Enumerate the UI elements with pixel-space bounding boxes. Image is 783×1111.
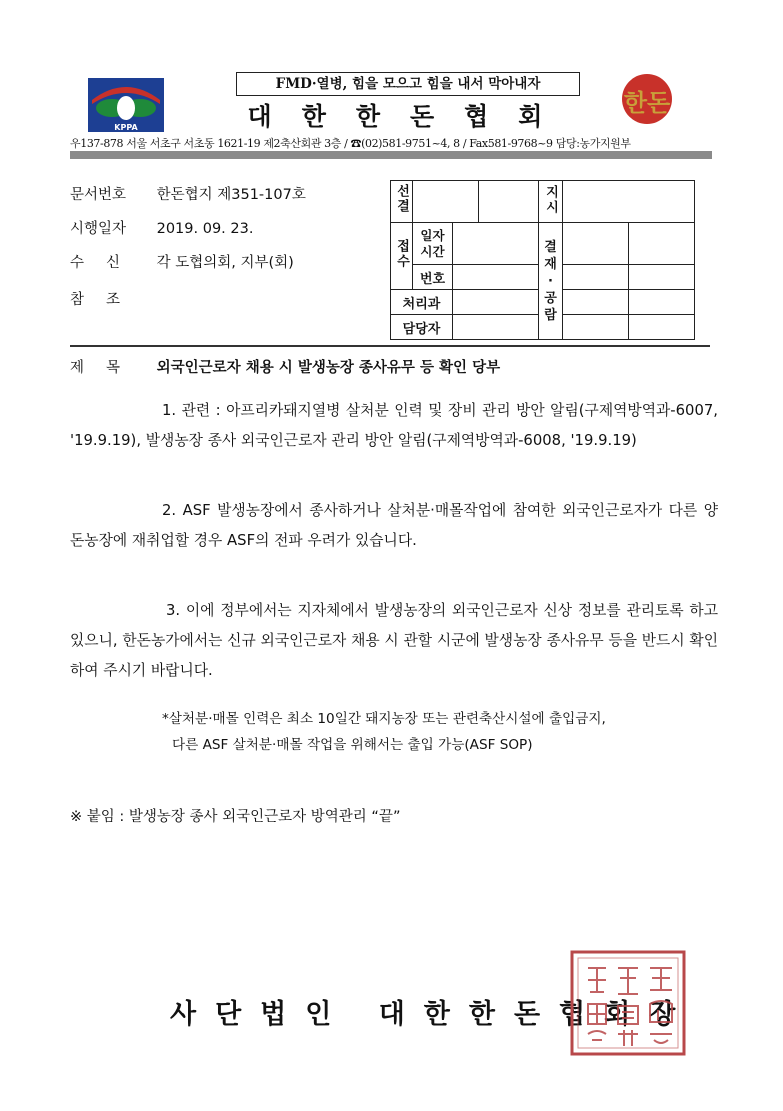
handon-logo-text: 한돈 [623, 88, 671, 117]
number-label: 번호 [413, 265, 453, 290]
decision-label: 선결 [391, 181, 413, 223]
subject-divider [70, 345, 710, 347]
instruction-label: 지시 [539, 181, 563, 223]
kppa-logo-text: KPPA [114, 123, 138, 132]
recipient-label: 수신 [70, 255, 143, 271]
recipient-value: 각 도협의회, 지부(회) [156, 255, 294, 271]
paragraph-2: 2. ASF 발생농장에서 종사하거나 살처분·매몰작업에 참여한 외국인근로자가 다른 양돈농장에 재취업할 경우 ASF의 전파 우려가 있습니다. [70, 502, 718, 549]
receipt-label: 접수 [391, 223, 413, 290]
kppa-logo [88, 78, 164, 132]
doc-number-row [70, 183, 306, 204]
doc-date-row [70, 217, 253, 238]
handon-brand-logo [618, 67, 676, 131]
officer-label: 담당자 [391, 315, 453, 340]
header-rule [70, 151, 712, 159]
subject-row [70, 356, 500, 377]
note-line-2: 다른 ASF 살처분·매몰 작업을 위해서는 출입 가능(ASF SOP) [172, 737, 533, 753]
paragraph-1: 1. 관련 : 아프리카돼지열병 살처분 인력 및 장비 관리 방안 알림(구제역방역과-6007, '19.9.19), 발생농장 종사 외국인근로자 관리 방안 알림(구제역방역과-6008, '19.9.19) [70, 402, 718, 449]
doc-number-value: 한돈협지 제351-107호 [156, 187, 306, 203]
reference-row [70, 288, 152, 309]
doc-number-label: 문서번호 [70, 187, 127, 203]
subject-label: 제목 [70, 360, 143, 376]
org-title: 대한한돈협회 [247, 102, 573, 131]
attachment-line: ※ 붙임 : 발생농장 종사 외국인근로자 방역관리 “끝” [70, 809, 401, 825]
note-line-1: *살처분·매몰 인력은 최소 10일간 돼지농장 또는 관련축산시설에 출입금지, [162, 711, 606, 727]
approval-table [390, 180, 695, 340]
subject-title: 외국인근로자 채용 시 발생농장 종사유무 등 확인 당부 [156, 360, 501, 376]
address-line: 우137-878 서울 서초구 서초동 1621-19 제2축산회관 3층 / ☎(02)581-9751~4, 8 / Fax581-9768~9 담당:농가지원부 [70, 137, 631, 150]
reference-label: 참조 [70, 292, 143, 308]
doc-date-label: 시행일자 [70, 221, 127, 237]
paragraph-3: 3. 이에 정부에서는 지자체에서 발생농장의 외국인근로자 신상 정보를 관리토록 하고 있으니, 한돈농가에서는 신규 외국인근로자 채용 시 관할 시군에 발생농장 종사유무 등을 반드시 확인하여 주시기 바랍니다. [70, 602, 718, 679]
recipient-row [70, 251, 294, 272]
datetime-label: 일자시간 [413, 223, 453, 265]
signer-name: 사단법인 대한한돈협회장 [170, 999, 695, 1030]
approval-label: 결재·공람 [539, 223, 563, 340]
slogan-banner: FMD·열병, 힘을 모으고 힘을 내서 막아내자 [236, 72, 580, 96]
doc-date-value: 2019. 09. 23. [156, 221, 254, 237]
dept-label: 처리과 [391, 290, 453, 315]
official-seal [568, 948, 688, 1058]
